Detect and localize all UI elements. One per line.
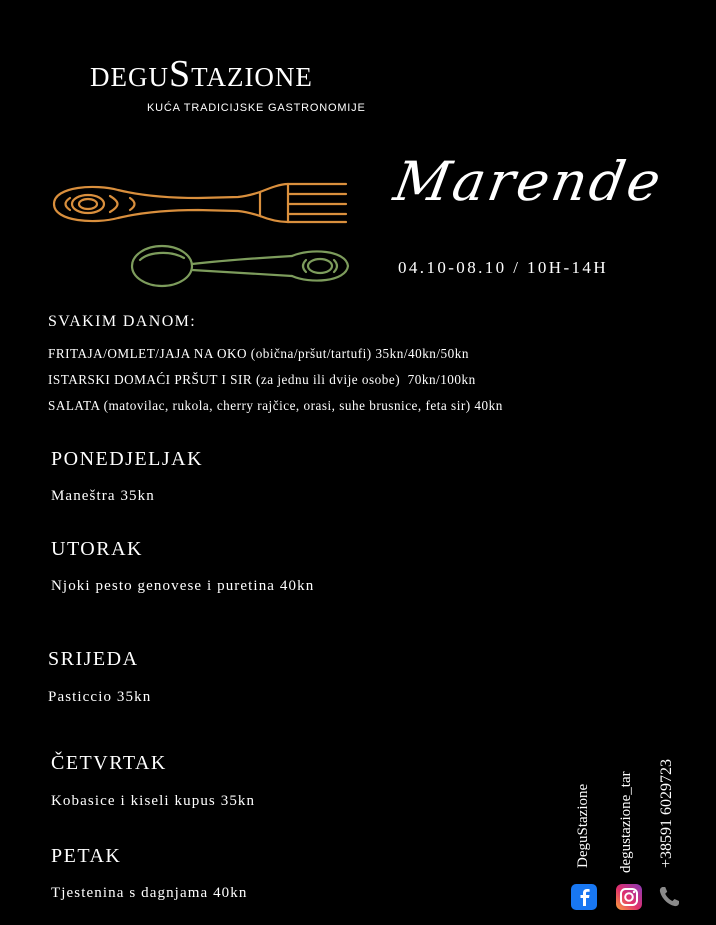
menu-title: Marende: [389, 150, 669, 213]
day-dish-thursday: Kobasice i kiseli kupus 35kn: [51, 793, 256, 809]
daily-item: ISTARSKI DOMAĆI PRŠUT I SIR (za jednu ili dvije osobe) 70kn/100kn: [48, 372, 476, 387]
day-heading-wednesday: SRIJEDA: [48, 648, 139, 670]
daily-item: SALATA (matovilac, rukola, cherry rajčice, orasi, suhe brusnice, feta sir) 40kn: [48, 398, 503, 413]
cutlery-illustration: [48, 176, 354, 292]
brand-tagline: KUĆA TRADICIJSKE GASTRONOMIJE: [147, 102, 366, 114]
day-dish-tuesday: Njoki pesto genovese i puretina 40kn: [51, 578, 315, 594]
facebook-icon[interactable]: [571, 884, 597, 910]
phone-icon[interactable]: [656, 884, 682, 910]
daily-item: FRITAJA/OMLET/JAJA NA OKO (obična/pršut/tartufi) 35kn/40kn/50kn: [48, 346, 469, 361]
day-heading-friday: PETAK: [51, 845, 122, 867]
instagram-icon[interactable]: [616, 884, 642, 910]
brand-logo: deguStazione: [90, 53, 313, 95]
fork-icon: [54, 184, 346, 222]
facebook-handle: DeguStazione: [575, 783, 591, 868]
day-dish-friday: Tjestenina s dagnjama 40kn: [51, 885, 248, 901]
daily-heading: SVAKIM DANOM:: [48, 313, 197, 330]
day-heading-tuesday: UTORAK: [51, 538, 143, 560]
spoon-icon: [132, 246, 348, 286]
day-dish-wednesday: Pasticcio 35kn: [48, 689, 152, 705]
instagram-handle: degustazione_tar: [618, 771, 634, 873]
phone-number: +38591 6029723: [658, 758, 675, 868]
day-heading-monday: PONEDJELJAK: [51, 448, 204, 470]
menu-dates: 04.10-08.10 / 10H-14H: [398, 258, 608, 277]
day-heading-thursday: ČETVRTAK: [51, 752, 167, 774]
day-dish-monday: Maneštra 35kn: [51, 488, 155, 504]
